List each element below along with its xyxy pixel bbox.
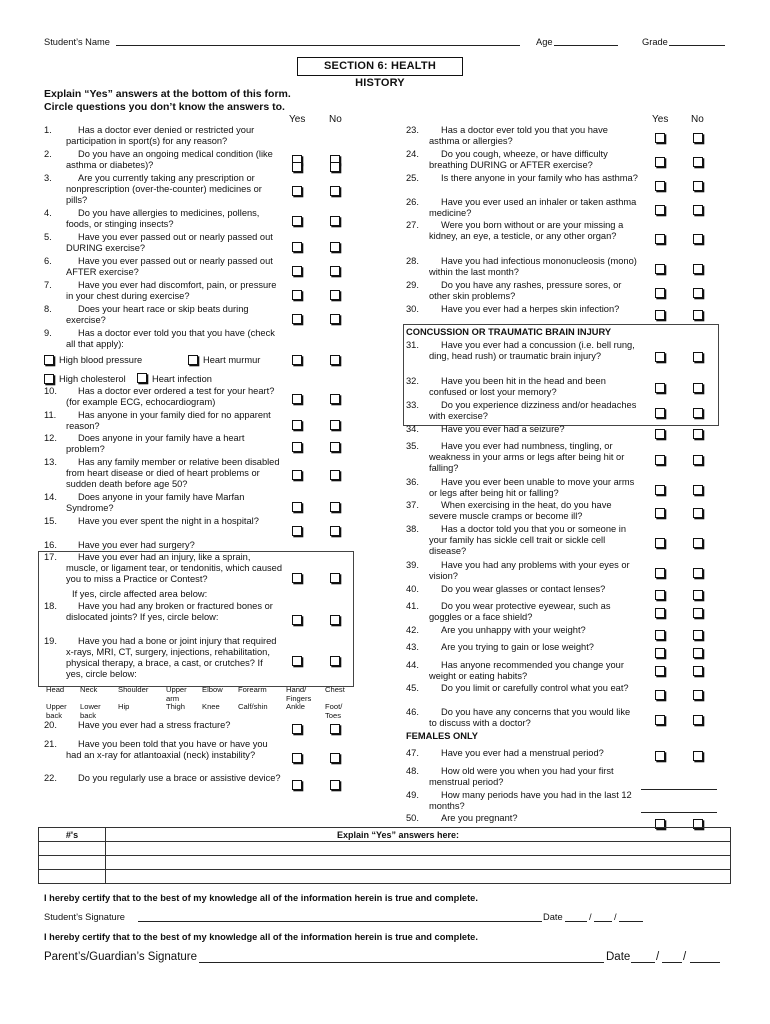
question-text: Do you experience dizziness and/or headaches with exercise? <box>429 400 637 421</box>
question-text: Has any family member or relative been disabled from heart disease or died of heart problems or sudden death before age 50? <box>66 457 280 489</box>
question-text: Is there anyone in your family who has asthma? <box>441 173 638 183</box>
question-text: Have you ever used an inhaler or taken asthma medicine? <box>429 197 637 218</box>
body-part-option[interactable]: Forearm <box>238 685 267 694</box>
parent-date-year[interactable] <box>690 962 720 963</box>
question-text: Have you been told that you have or have you had an x-ray for atlantoaxial (neck) instability? <box>66 739 268 760</box>
q20-no-checkbox[interactable] <box>330 724 340 734</box>
date-separator: / <box>589 912 592 922</box>
question-text: Has a doctor told you that you or someone in your family has sickle cell trait or sickle cell disease? <box>429 524 627 556</box>
question-number: 16. <box>44 540 57 550</box>
q47-no-checkbox[interactable] <box>693 751 703 761</box>
q30-no-checkbox[interactable] <box>693 310 703 320</box>
question-number: 14. <box>44 492 57 502</box>
parent-signature-label: Parent’s/Guardian’s Signature <box>44 951 198 963</box>
date-separator: / <box>683 951 687 963</box>
question-text: Have you had any problems with your eyes or vision? <box>429 560 630 581</box>
murmur-label: Heart murmur <box>203 355 261 365</box>
question-number: 34. <box>406 424 419 434</box>
question-number: 3. <box>44 173 52 183</box>
question-text: Does anyone in your family have a heart problem? <box>66 433 245 454</box>
question-number: 24. <box>406 149 419 159</box>
question-number: 39. <box>406 560 419 570</box>
question-number: 48. <box>406 766 419 776</box>
cholesterol-checkbox[interactable] <box>44 374 54 384</box>
q37-no-checkbox[interactable] <box>693 508 703 518</box>
question-text: Have you ever had a seizure? <box>441 424 565 434</box>
question-text: Do you wear protective eyewear, such as goggles or a face shield? <box>429 601 611 622</box>
student-date-day[interactable] <box>594 921 612 922</box>
question-text: Do you cough, wheeze, or have difficulty breathing DURING or AFTER exercise? <box>429 149 608 170</box>
grade-label: Grade <box>642 37 668 47</box>
explain-row <box>39 842 731 856</box>
student-date-year[interactable] <box>619 921 643 922</box>
grade-field[interactable] <box>669 45 725 46</box>
q44-yes-checkbox[interactable] <box>655 666 665 676</box>
q24-yes-checkbox[interactable] <box>655 157 665 167</box>
question-number: 21. <box>44 739 57 749</box>
question-text: Has anyone recommended you change your weight or eating habits? <box>429 660 624 681</box>
q25-yes-checkbox[interactable] <box>655 181 665 191</box>
question-number: 12. <box>44 433 57 443</box>
question-text: Have you ever had surgery? <box>78 540 195 550</box>
question-number: 8. <box>44 304 52 314</box>
q17-yes-checkbox[interactable] <box>292 573 302 583</box>
question-number: 29. <box>406 280 419 290</box>
question-number: 4. <box>44 208 52 218</box>
instruction-line-2: Circle questions you don’t know the answers to. <box>44 101 285 113</box>
explain-row <box>39 856 731 870</box>
question-number: 19. <box>44 636 57 646</box>
question-number: 18. <box>44 601 57 611</box>
question-number: 40. <box>406 584 419 594</box>
q9-no-checkbox[interactable] <box>330 355 340 365</box>
q44-no-checkbox[interactable] <box>693 666 703 676</box>
q47-yes-checkbox[interactable] <box>655 751 665 761</box>
date-separator: / <box>656 951 660 963</box>
yes-header-left: Yes <box>289 114 306 125</box>
q11-yes-checkbox[interactable] <box>292 420 302 430</box>
question-text: Has a doctor ever ordered a test for your heart? (for example ECG, echocardiogram) <box>66 386 275 407</box>
murmur-checkbox[interactable] <box>188 355 198 365</box>
q33-no-checkbox[interactable] <box>693 408 703 418</box>
body-part-option[interactable]: Ankle <box>286 702 305 711</box>
q43-yes-checkbox[interactable] <box>655 648 665 658</box>
no-header-right: No <box>691 114 704 125</box>
q2-no-checkbox[interactable] <box>330 162 340 172</box>
question-text: Have you had any broken or fractured bones or dislocated joints? If yes, circle below: <box>66 601 273 622</box>
females-heading: FEMALES ONLY <box>406 731 478 741</box>
body-part-option[interactable]: Upper arm <box>166 685 187 703</box>
q13-yes-checkbox[interactable] <box>292 470 302 480</box>
age-field[interactable] <box>554 45 618 46</box>
question-text: Has anyone in your family died for no apparent reason? <box>66 410 271 431</box>
q30-yes-checkbox[interactable] <box>655 310 665 320</box>
question-number: 32. <box>406 376 419 386</box>
infection-checkbox[interactable] <box>137 373 147 383</box>
q31-yes-checkbox[interactable] <box>655 352 665 362</box>
question-number: 17. <box>44 552 57 562</box>
question-number: 45. <box>406 683 419 693</box>
q23-yes-checkbox[interactable] <box>655 133 665 143</box>
q32-yes-checkbox[interactable] <box>655 383 665 393</box>
explain-row <box>39 870 731 884</box>
q20-yes-checkbox[interactable] <box>292 724 302 734</box>
q34-yes-checkbox[interactable] <box>655 429 665 439</box>
body-part-option[interactable]: Shoulder <box>118 685 149 694</box>
question-text: Do you wear glasses or contact lenses? <box>441 584 606 594</box>
question-text: Does your heart race or skip beats during exercise? <box>66 304 249 325</box>
q15-yes-checkbox[interactable] <box>292 526 302 536</box>
question-number: 7. <box>44 280 52 290</box>
question-text: Have you ever been unable to move your arms or legs after being hit or falling? <box>429 477 635 498</box>
question-number: 25. <box>406 173 419 183</box>
q36-no-checkbox[interactable] <box>693 485 703 495</box>
question-text: Have you ever had a concussion (i.e. bell rung, ding, head rush) or traumatic brain injury? <box>429 340 635 361</box>
question-text: How many periods have you had in the last 12 months? <box>429 790 632 811</box>
q14-no-checkbox[interactable] <box>330 502 340 512</box>
question-text: Do you limit or carefully control what you eat? <box>441 683 629 693</box>
question-number: 10. <box>44 386 57 396</box>
question-number: 36. <box>406 477 419 487</box>
question-number: 27. <box>406 220 419 230</box>
question-text: Have you ever had a stress fracture? <box>78 720 231 730</box>
q39-yes-checkbox[interactable] <box>655 568 665 578</box>
q29-yes-checkbox[interactable] <box>655 288 665 298</box>
student-name-label: Student’s Name <box>44 37 110 47</box>
body-part-option[interactable]: Upper back <box>46 702 67 720</box>
q46-yes-checkbox[interactable] <box>655 715 665 725</box>
question-text: Have you had infectious mononucleosis (mono) within the last month? <box>429 256 637 277</box>
q6-no-checkbox[interactable] <box>330 266 340 276</box>
question-text: Do you regularly use a brace or assistive device? <box>78 773 281 783</box>
question-text: Do you have allergies to medicines, pollens, foods, or stinging insects? <box>66 208 260 229</box>
q18-no-checkbox[interactable] <box>330 615 340 625</box>
question-number: 1. <box>44 125 52 135</box>
q21-yes-checkbox[interactable] <box>292 753 302 763</box>
question-text: Have you ever had numbness, tingling, or weakness in your arms or legs after being hit or falling? <box>429 441 625 473</box>
body-part-option[interactable]: Hand/ Fingers <box>286 685 312 703</box>
body-part-option[interactable]: Head <box>46 685 65 694</box>
explain-col-text: Explain “Yes” answers here: <box>106 828 731 842</box>
question-text: Have you ever passed out or nearly passed out AFTER exercise? <box>66 256 273 277</box>
q5-yes-checkbox[interactable] <box>292 242 302 252</box>
q5-no-checkbox[interactable] <box>330 242 340 252</box>
question-number: 23. <box>406 125 419 135</box>
q27-no-checkbox[interactable] <box>693 234 703 244</box>
question-text: Do you have any rashes, pressure sores, or other skin problems? <box>429 280 622 301</box>
instruction-line-1: Explain “Yes” answers at the bottom of this form. <box>44 88 291 100</box>
age-label: Age <box>536 37 553 47</box>
explain-table <box>38 827 731 884</box>
question-number: 46. <box>406 707 419 717</box>
body-part-option[interactable]: Thigh <box>166 702 185 711</box>
concussion-heading: CONCUSSION OR TRAUMATIC BRAIN INJURY <box>406 327 612 337</box>
q9-yes-checkbox[interactable] <box>292 355 302 365</box>
yes-header-right: Yes <box>652 114 669 125</box>
q25-no-checkbox[interactable] <box>693 181 703 191</box>
q22-no-checkbox[interactable] <box>330 780 340 790</box>
question-text: Does anyone in your family have Marfan Syndrome? <box>66 492 245 513</box>
q23-no-checkbox[interactable] <box>693 133 703 143</box>
question-number: 50. <box>406 813 419 823</box>
question-text: Have you ever had a menstrual period? <box>441 748 604 758</box>
q19-yes-checkbox[interactable] <box>292 656 302 666</box>
question-text: Have you been hit in the head and been confused or lost your memory? <box>429 376 606 397</box>
q10-no-checkbox[interactable] <box>330 394 340 404</box>
body-part-option[interactable]: Chest <box>325 685 345 694</box>
q14-yes-checkbox[interactable] <box>292 502 302 512</box>
parent-date-month[interactable] <box>631 962 655 963</box>
q3-yes-checkbox[interactable] <box>292 186 302 196</box>
high-bp-label: High blood pressure <box>59 355 143 365</box>
body-part-option[interactable]: Hip <box>118 702 130 711</box>
q41-no-checkbox[interactable] <box>693 608 703 618</box>
question-text: Have you ever had discomfort, pain, or pressure in your chest during exercise? <box>66 280 277 301</box>
question-number: 28. <box>406 256 419 266</box>
question-number: 43. <box>406 642 419 652</box>
q48-answer-line[interactable] <box>641 789 717 790</box>
q29-no-checkbox[interactable] <box>693 288 703 298</box>
question-number: 13. <box>44 457 57 467</box>
q12-no-checkbox[interactable] <box>330 442 340 452</box>
q28-no-checkbox[interactable] <box>693 264 703 274</box>
q26-no-checkbox[interactable] <box>693 205 703 215</box>
question-number: 15. <box>44 516 57 526</box>
body-part-option[interactable]: Elbow <box>202 685 223 694</box>
q4-no-checkbox[interactable] <box>330 216 340 226</box>
q39-no-checkbox[interactable] <box>693 568 703 578</box>
question-text: Are you currently taking any prescription or nonprescription (over-the-counter) medicines or pills? <box>66 173 262 205</box>
question-number: 49. <box>406 790 419 800</box>
question-text: Are you pregnant? <box>441 813 518 823</box>
question-text: Has a doctor ever told you that you have (check all that apply): <box>66 328 275 349</box>
q34-no-checkbox[interactable] <box>693 429 703 439</box>
question-text: Have you ever passed out or nearly passed out DURING exercise? <box>66 232 273 253</box>
q26-yes-checkbox[interactable] <box>655 205 665 215</box>
q24-no-checkbox[interactable] <box>693 157 703 167</box>
question-number: 33. <box>406 400 419 410</box>
q35-yes-checkbox[interactable] <box>655 455 665 465</box>
body-part-option[interactable]: Foot/ Toes <box>325 702 343 720</box>
body-part-option[interactable]: Lower back <box>80 702 101 720</box>
q22-yes-checkbox[interactable] <box>292 780 302 790</box>
q33-yes-checkbox[interactable] <box>655 408 665 418</box>
question-text: Have you ever spent the night in a hospital? <box>78 516 259 526</box>
question-number: 31. <box>406 340 419 350</box>
question-text: Were you born without or are your missing a kidney, an eye, a testicle, or any other organ? <box>429 220 624 241</box>
q7-no-checkbox[interactable] <box>330 290 340 300</box>
question-number: 26. <box>406 197 419 207</box>
q4-yes-checkbox[interactable] <box>292 216 302 226</box>
question-number: 44. <box>406 660 419 670</box>
question-number: 37. <box>406 500 419 510</box>
question-number: 20. <box>44 720 57 730</box>
q10-yes-checkbox[interactable] <box>292 394 302 404</box>
date-separator: / <box>614 912 617 922</box>
body-part-option[interactable]: Neck <box>80 685 98 694</box>
q41-yes-checkbox[interactable] <box>655 608 665 618</box>
question-number: 47. <box>406 748 419 758</box>
question-number: 38. <box>406 524 419 534</box>
question-number: 9. <box>44 328 52 338</box>
no-header-left: No <box>329 114 342 125</box>
question-number: 35. <box>406 441 419 451</box>
parent-date-day[interactable] <box>662 962 682 963</box>
q35-no-checkbox[interactable] <box>693 455 703 465</box>
question-text: Are you trying to gain or lose weight? <box>441 642 594 652</box>
section-title: SECTION 6: HEALTH HISTORY <box>297 57 463 76</box>
q45-no-checkbox[interactable] <box>693 690 703 700</box>
q6-yes-checkbox[interactable] <box>292 266 302 276</box>
question-text: Has a doctor ever told you that you have asthma or allergies? <box>429 125 608 146</box>
certify-statement-1: I hereby certify that to the best of my knowledge all of the information herein is true and complete. <box>44 893 478 903</box>
body-part-option[interactable]: Calf/shin <box>238 702 268 711</box>
question-text: Has a doctor ever denied or restricted your participation in sport(s) for any reason? <box>66 125 255 146</box>
q15-no-checkbox[interactable] <box>330 526 340 536</box>
q3-no-checkbox[interactable] <box>330 186 340 196</box>
question-number: 30. <box>406 304 419 314</box>
q38-no-checkbox[interactable] <box>693 538 703 548</box>
q40-no-checkbox[interactable] <box>693 590 703 600</box>
student-name-field[interactable] <box>116 45 520 46</box>
cholesterol-label: High cholesterol <box>59 374 126 384</box>
infection-label: Heart infection <box>152 374 212 384</box>
q43-no-checkbox[interactable] <box>693 648 703 658</box>
question-text: Have you had a bone or joint injury that required x-rays, MRI, CT, surgery, injections, rehabilitation, physical therapy, a brace, a cast, or crutches? If yes, circle below: <box>66 636 277 679</box>
q7-yes-checkbox[interactable] <box>292 290 302 300</box>
parent-signature-field[interactable] <box>199 962 604 963</box>
student-signature-field[interactable] <box>138 921 542 922</box>
q17-note: If yes, circle affected area below: <box>72 589 208 599</box>
question-text: Are you unhappy with your weight? <box>441 625 586 635</box>
question-number: 11. <box>44 410 57 420</box>
q19-no-checkbox[interactable] <box>330 656 340 666</box>
question-number: 5. <box>44 232 52 242</box>
q2-yes-checkbox[interactable] <box>292 162 302 172</box>
question-number: 6. <box>44 256 52 266</box>
question-text: Do you have any concerns that you would like to discuss with a doctor? <box>429 707 631 728</box>
question-number: 2. <box>44 149 52 159</box>
student-signature-label: Student’s Signature <box>44 912 125 922</box>
q18-yes-checkbox[interactable] <box>292 615 302 625</box>
q36-yes-checkbox[interactable] <box>655 485 665 495</box>
q21-no-checkbox[interactable] <box>330 753 340 763</box>
q46-no-checkbox[interactable] <box>693 715 703 725</box>
q49-answer-line[interactable] <box>641 812 717 813</box>
q12-yes-checkbox[interactable] <box>292 442 302 452</box>
student-date-label: Date <box>543 912 563 922</box>
question-text: Have you ever had an injury, like a sprain, muscle, or ligament tear, or tendonitis, which caused you to miss a Practice or Contest? <box>66 552 283 584</box>
q42-no-checkbox[interactable] <box>693 630 703 640</box>
q42-yes-checkbox[interactable] <box>655 630 665 640</box>
question-text: Have you ever had a herpes skin infection? <box>441 304 620 314</box>
explain-col-nums: #'s <box>39 828 106 842</box>
q31-no-checkbox[interactable] <box>693 352 703 362</box>
student-date-month[interactable] <box>565 921 587 922</box>
q8-no-checkbox[interactable] <box>330 314 340 324</box>
question-number: 22. <box>44 773 57 783</box>
q13-no-checkbox[interactable] <box>330 470 340 480</box>
q32-no-checkbox[interactable] <box>693 383 703 393</box>
q8-yes-checkbox[interactable] <box>292 314 302 324</box>
question-number: 41. <box>406 601 419 611</box>
high-bp-checkbox[interactable] <box>44 355 54 365</box>
q11-no-checkbox[interactable] <box>330 420 340 430</box>
q17-no-checkbox[interactable] <box>330 573 340 583</box>
question-text: How old were you when you had your first menstrual period? <box>429 766 614 787</box>
q28-yes-checkbox[interactable] <box>655 264 665 274</box>
certify-statement-2: I hereby certify that to the best of my knowledge all of the information herein is true and complete. <box>44 932 478 942</box>
q40-yes-checkbox[interactable] <box>655 590 665 600</box>
question-text: Do you have an ongoing medical condition (like asthma or diabetes)? <box>66 149 273 170</box>
q38-yes-checkbox[interactable] <box>655 538 665 548</box>
q45-yes-checkbox[interactable] <box>655 690 665 700</box>
q37-yes-checkbox[interactable] <box>655 508 665 518</box>
question-number: 42. <box>406 625 419 635</box>
question-text: When exercising in the heat, do you have severe muscle cramps or become ill? <box>429 500 612 521</box>
q27-yes-checkbox[interactable] <box>655 234 665 244</box>
body-part-option[interactable]: Knee <box>202 702 220 711</box>
parent-date-label: Date <box>606 951 631 963</box>
